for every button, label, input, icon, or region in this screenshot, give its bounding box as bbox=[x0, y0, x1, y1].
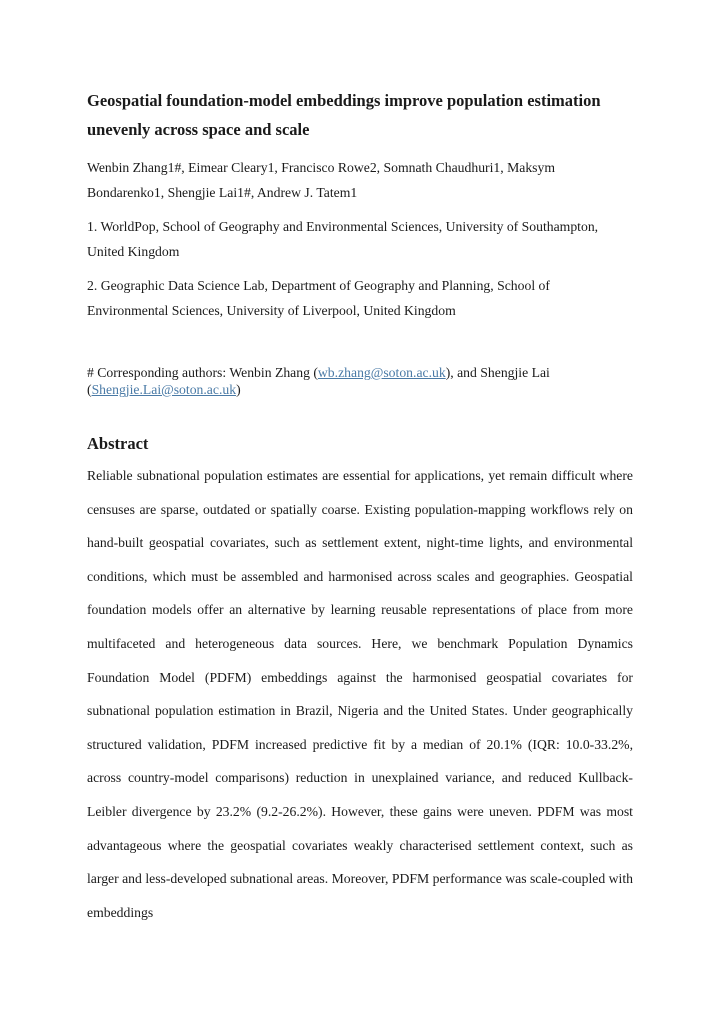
corresponding-prefix: # Corresponding authors: Wenbin Zhang ( bbox=[87, 365, 318, 380]
abstract-body: Reliable subnational population estimates are essential for applications, yet remain difficult where censuses are sparse, outdated or spatially coarse. Existing population-mapping workflows rely on hand-built geospatial covariates, such as settlement extent, night-time lights, and environmental conditions, which must be assembled and harmonised across scales and geographies. Geospatial foundation models offer an alternative by learning reusable representations of place from more multifaceted and heterogeneous data sources. Here, we benchmark Population Dynamics Foundation Model (PDFM) embeddings against the harmonised geospatial covariates for subnational population estimation in Brazil, Nigeria and the United States. Under geographically structured validation, PDFM increased predictive fit by a median of 20.1% (IQR: 10.0-33.2%, across country-model comparisons) reduction in unexplained variance, and reduced Kullback-Leibler divergence by 23.2% (9.2-26.2%). However, these gains were uneven. PDFM was most advantageous where the geospatial covariates weakly characterised settlement context, such as larger and less-developed subnational areas. Moreover, PDFM performance was scale-coupled with embeddings bbox=[87, 468, 633, 920]
email-link-lai[interactable]: Shengjie.Lai@soton.ac.uk bbox=[91, 382, 237, 397]
corresponding-authors bbox=[87, 364, 633, 398]
corresponding-suffix: ) bbox=[236, 382, 241, 397]
affiliation-1: 1. WorldPop, School of Geography and Environmental Sciences, University of Southampton, United Kingdom bbox=[87, 219, 599, 259]
abstract-heading: Abstract bbox=[87, 434, 149, 453]
paper-title: Geospatial foundation-model embeddings improve population estimation unevenly across space and scale bbox=[87, 91, 601, 139]
email-link-zhang[interactable]: wb.zhang@soton.ac.uk bbox=[317, 365, 446, 380]
affiliation-2: 2. Geographic Data Science Lab, Department of Geography and Planning, School of Environmental Sciences, University of Liverpool, United Kingdom bbox=[87, 278, 550, 318]
corresponding-middle: ), and Shengjie Lai ( bbox=[87, 365, 550, 397]
paper-page bbox=[87, 86, 633, 929]
author-list: Wenbin Zhang1#, Eimear Cleary1, Francisco Rowe2, Somnath Chaudhuri1, Maksym Bondarenko1, Shengjie Lai1#, Andrew J. Tatem1 bbox=[87, 160, 555, 200]
